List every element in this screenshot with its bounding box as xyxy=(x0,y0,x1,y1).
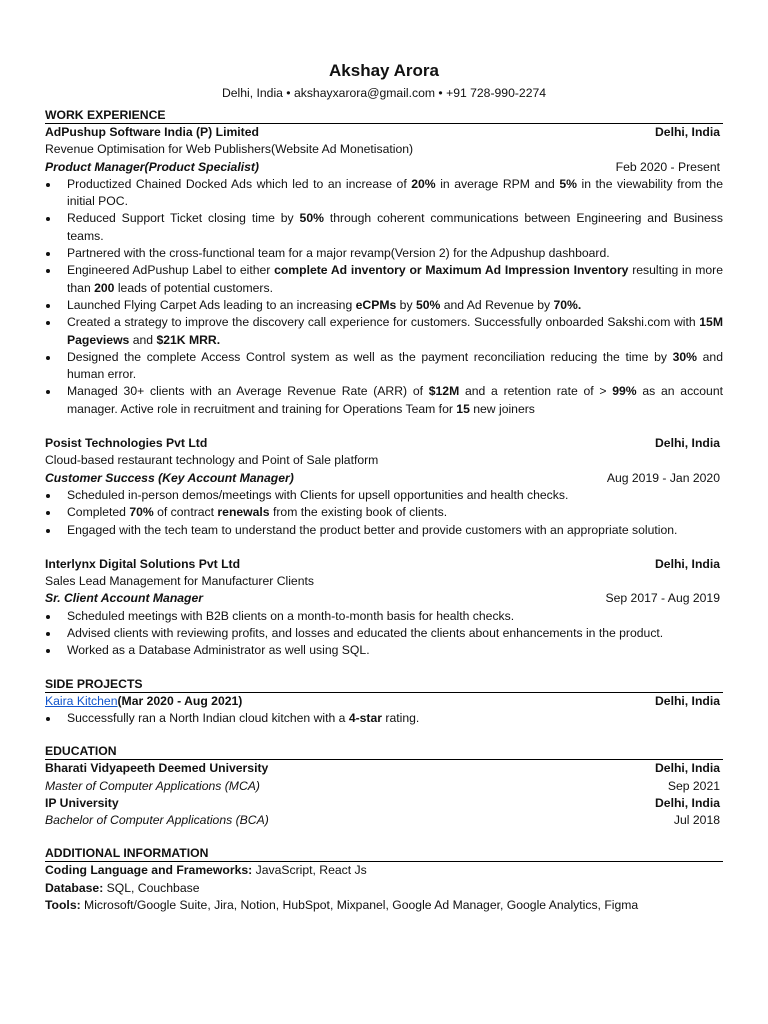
school-name: IP University xyxy=(45,795,119,810)
job-title: Customer Success (Key Account Manager) xyxy=(45,470,294,485)
company-name: Interlynx Digital Solutions Pvt Ltd xyxy=(45,556,241,571)
company-description: Sales Lead Management for Manufacturer Clients xyxy=(45,574,314,589)
bullet-text: Designed the complete Access Control system as well as the payment reconciliation reducing the time by xyxy=(67,349,673,364)
bullet-text: Successfully ran a North Indian cloud kitchen with a xyxy=(67,710,349,725)
bullet-emphasis: 15 xyxy=(456,401,470,416)
side-projects-section xyxy=(45,677,723,728)
bullet-emphasis: renewals xyxy=(217,505,270,520)
bullet-text: Managed 30+ clients with an Average Revenue Rate (ARR) of xyxy=(67,384,429,399)
bullet-item xyxy=(45,522,723,539)
job-dates: Feb 2020 - Present xyxy=(615,159,720,174)
section-heading-work: WORK EXPERIENCE xyxy=(45,108,723,124)
bullet-text: and a retention rate of > xyxy=(459,384,613,399)
job-location: Delhi, India xyxy=(654,125,720,139)
job-entry xyxy=(45,556,723,660)
job-entry xyxy=(45,124,723,418)
bullet-text: Completed xyxy=(67,505,130,520)
bullet-text: Engineered AdPushup Label to either xyxy=(67,263,275,278)
job-title: Sr. Client Account Manager xyxy=(45,591,204,606)
bullet-text: by xyxy=(396,297,416,312)
bullet-text: Advised clients with reviewing profits, and losses and educated the clients about enhancements in the product. xyxy=(67,626,664,641)
company-name: AdPushup Software India (P) Limited xyxy=(45,125,259,139)
bullet-text: and xyxy=(129,332,157,347)
job-bullets xyxy=(45,176,723,418)
bullet-item xyxy=(45,710,723,727)
company-description: Revenue Optimisation for Web Publishers(Website Ad Monetisation) xyxy=(45,142,414,157)
bullet-item xyxy=(45,176,723,211)
kaira-kitchen-link[interactable]: Kaira Kitchen xyxy=(45,693,118,708)
bullet-text: and Ad Revenue by xyxy=(440,297,554,312)
info-label: Database: xyxy=(45,880,104,895)
bullet-item xyxy=(45,297,723,314)
section-heading-additional: ADDITIONAL INFORMATION xyxy=(45,846,723,862)
bullet-text: leads of potential customers. xyxy=(114,280,273,295)
bullet-emphasis: $21K MRR. xyxy=(156,332,221,347)
bullet-item xyxy=(45,642,723,659)
job-dates: Aug 2019 - Jan 2020 xyxy=(606,470,720,485)
bullet-emphasis: 70% xyxy=(129,505,154,520)
info-label: Coding Language and Frameworks: xyxy=(45,863,253,878)
school-location: Delhi, India xyxy=(654,795,720,810)
school-location: Delhi, India xyxy=(654,761,720,776)
bullet-text: and human error. xyxy=(67,349,723,382)
bullet-emphasis: 200 xyxy=(94,280,115,295)
bullet-emphasis: eCPMs xyxy=(355,297,397,312)
degree-name: Master of Computer Applications (MCA) xyxy=(45,778,260,793)
job-bullets xyxy=(45,487,723,539)
bullet-text: rating. xyxy=(382,710,420,725)
job-bullets xyxy=(45,608,723,660)
bullet-emphasis: 20% xyxy=(411,176,436,191)
bullet-text: Scheduled meetings with B2B clients on a month-to-month basis for health checks. xyxy=(67,608,515,623)
company-name: Posist Technologies Pvt Ltd xyxy=(45,436,208,451)
bullet-emphasis: 30% xyxy=(672,349,698,364)
work-experience-section xyxy=(45,108,723,660)
bullet-emphasis: 4-star xyxy=(348,710,383,725)
section-heading-education: EDUCATION xyxy=(45,744,723,760)
bullet-text: Launched Flying Carpet Ads leading to an increasing xyxy=(67,297,356,312)
bullet-text: in average RPM and xyxy=(435,176,560,191)
bullet-text: resulting in more than xyxy=(67,263,723,295)
info-label: Tools: xyxy=(45,897,81,912)
education-section xyxy=(45,744,723,829)
info-value: Microsoft/Google Suite, Jira, Notion, HubSpot, Mixpanel, Google Ad Manager, Google Analytics, Figma xyxy=(80,897,639,912)
job-location: Delhi, India xyxy=(654,436,720,451)
info-value: SQL, Couchbase xyxy=(103,880,200,895)
bullet-text: through coherent communications between Engineering and Business teams. xyxy=(67,211,723,243)
bullet-text: Worked as a Database Administrator as well using SQL. xyxy=(67,643,370,658)
job-entry xyxy=(45,435,723,539)
candidate-name: Akshay Arora xyxy=(329,61,439,80)
project-location: Delhi, India xyxy=(654,693,720,708)
contact-line: Delhi, India • akshayxarora@gmail.com • +91 728-990-2274 xyxy=(221,86,547,100)
bullet-emphasis: complete Ad inventory or Maximum Ad Impression Inventory xyxy=(274,263,629,278)
company-description: Cloud-based restaurant technology and Point of Sale platform xyxy=(45,453,379,468)
bullet-item xyxy=(45,262,723,297)
section-heading-side-projects: SIDE PROJECTS xyxy=(45,677,723,693)
job-title: Product Manager(Product Specialist) xyxy=(45,159,259,174)
bullet-item xyxy=(45,625,723,642)
bullet-emphasis: 99% xyxy=(612,384,637,399)
bullet-text: Created a strategy to improve the discovery call experience for customers. Successfully onboarded Sakshi.com with xyxy=(67,315,700,330)
degree-name: Bachelor of Computer Applications (BCA) xyxy=(45,813,269,828)
project-bullets xyxy=(45,710,723,727)
bullet-emphasis: 15M Pageviews xyxy=(67,315,723,347)
project-dates: (Mar 2020 - Aug 2021) xyxy=(117,693,243,708)
bullet-emphasis: 5% xyxy=(559,176,577,191)
bullet-item xyxy=(45,487,723,504)
resume-page xyxy=(45,60,723,914)
bullet-text: Engaged with the tech team to understand the product better and provide customers with an appropriate solution. xyxy=(67,522,678,537)
bullet-text: of contract xyxy=(153,505,218,520)
bullet-emphasis: $12M xyxy=(428,384,460,399)
bullet-text: in the viewability from the initial POC. xyxy=(67,176,723,209)
bullet-text: Partnered with the cross-functional team for a major revamp(Version 2) for the Adpushup dashboard. xyxy=(67,246,610,261)
bullet-text: Scheduled in-person demos/meetings with Clients for upsell opportunities and health checks. xyxy=(67,487,569,502)
degree-date: Sep 2021 xyxy=(667,778,720,793)
degree-date: Jul 2018 xyxy=(673,813,720,828)
bullet-item xyxy=(45,349,723,384)
bullet-text: Productized Chained Docked Ads which led to an increase of xyxy=(67,176,412,191)
bullet-item xyxy=(45,383,723,418)
bullet-item xyxy=(45,608,723,625)
bullet-text: Reduced Support Ticket closing time by xyxy=(67,211,300,226)
bullet-emphasis: 50% xyxy=(415,297,441,312)
bullet-text: from the existing book of clients. xyxy=(269,505,448,520)
additional-info-section xyxy=(45,846,723,914)
bullet-item xyxy=(45,314,723,349)
bullet-emphasis: 50% xyxy=(299,211,324,226)
job-dates: Sep 2017 - Aug 2019 xyxy=(605,591,720,606)
bullet-text: new joiners xyxy=(469,401,535,416)
bullet-emphasis: 70%. xyxy=(553,297,582,312)
bullet-text: as an account manager. Active role in recruitment and training for Operations Team for xyxy=(67,384,723,416)
bullet-item xyxy=(45,504,723,521)
job-location: Delhi, India xyxy=(654,556,720,571)
bullet-item xyxy=(45,245,723,262)
info-value: JavaScript, React Js xyxy=(252,863,367,878)
school-name: Bharati Vidyapeeth Deemed University xyxy=(45,761,269,776)
bullet-item xyxy=(45,210,723,245)
